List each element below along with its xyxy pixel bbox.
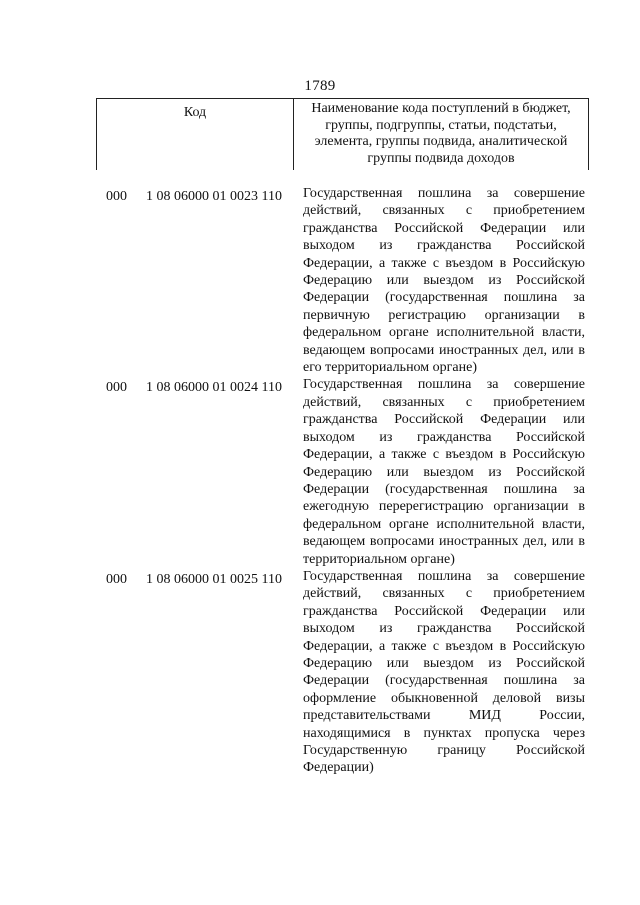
row-prefix: 000 [106, 571, 127, 587]
row-description: Государственная пошлина за совершение действий, связанных с приобретением гражданства Российской Федерации или выходом из гражданства Российской Федерации, а также с въездом в Российскую Федерацию или выездом из Российской Федерации (государственная пошлина за первичную регистрацию организации в федеральном органе исполнительной власти, ведающем вопросами иностранных дел, или в его территориальном органе) [303, 186, 585, 376]
row-description: Государственная пошлина за совершение действий, связанных с приобретением гражданства Российской Федерации или выходом из гражданства Российской Федерации, а также с въездом в Российскую Федерацию или выездом из Российской Федерации (государственная пошлина за оформление обыкновенной деловой визы представительствами МИД России, находящимися в пунктах пропуска через Государственную границу Российской Федерации) [303, 568, 585, 776]
table-row [0, 568, 640, 777]
table-row [0, 185, 640, 376]
entries-list [0, 185, 640, 777]
table-row [0, 376, 640, 567]
row-prefix: 000 [106, 380, 127, 396]
header-name-column: Наименование кода поступлений в бюджет, группы, подгруппы, статьи, подстатьи, элемента, группы подвида, аналитической группы подвида доходов [311, 101, 571, 166]
header-code-column: Код [97, 99, 294, 170]
page-number: 1789 [304, 78, 336, 94]
row-code: 1 08 06000 01 0023 110 [146, 189, 282, 204]
table-header [96, 98, 589, 170]
row-code: 1 08 06000 01 0024 110 [146, 380, 282, 396]
row-description: Государственная пошлина за совершение действий, связанных с приобретением гражданства Российской Федерации или выходом из гражданства Российской Федерации, а также с въездом в Российскую Федерацию или выездом из Российской Федерации (государственная пошлина за ежегодную перерегистрацию организации в федеральном органе исполнительной власти, ведающем вопросами иностранных дел, или в территориальном органе) [303, 377, 585, 567]
row-code: 1 08 06000 01 0025 110 [146, 571, 282, 587]
row-prefix: 000 [106, 189, 127, 204]
